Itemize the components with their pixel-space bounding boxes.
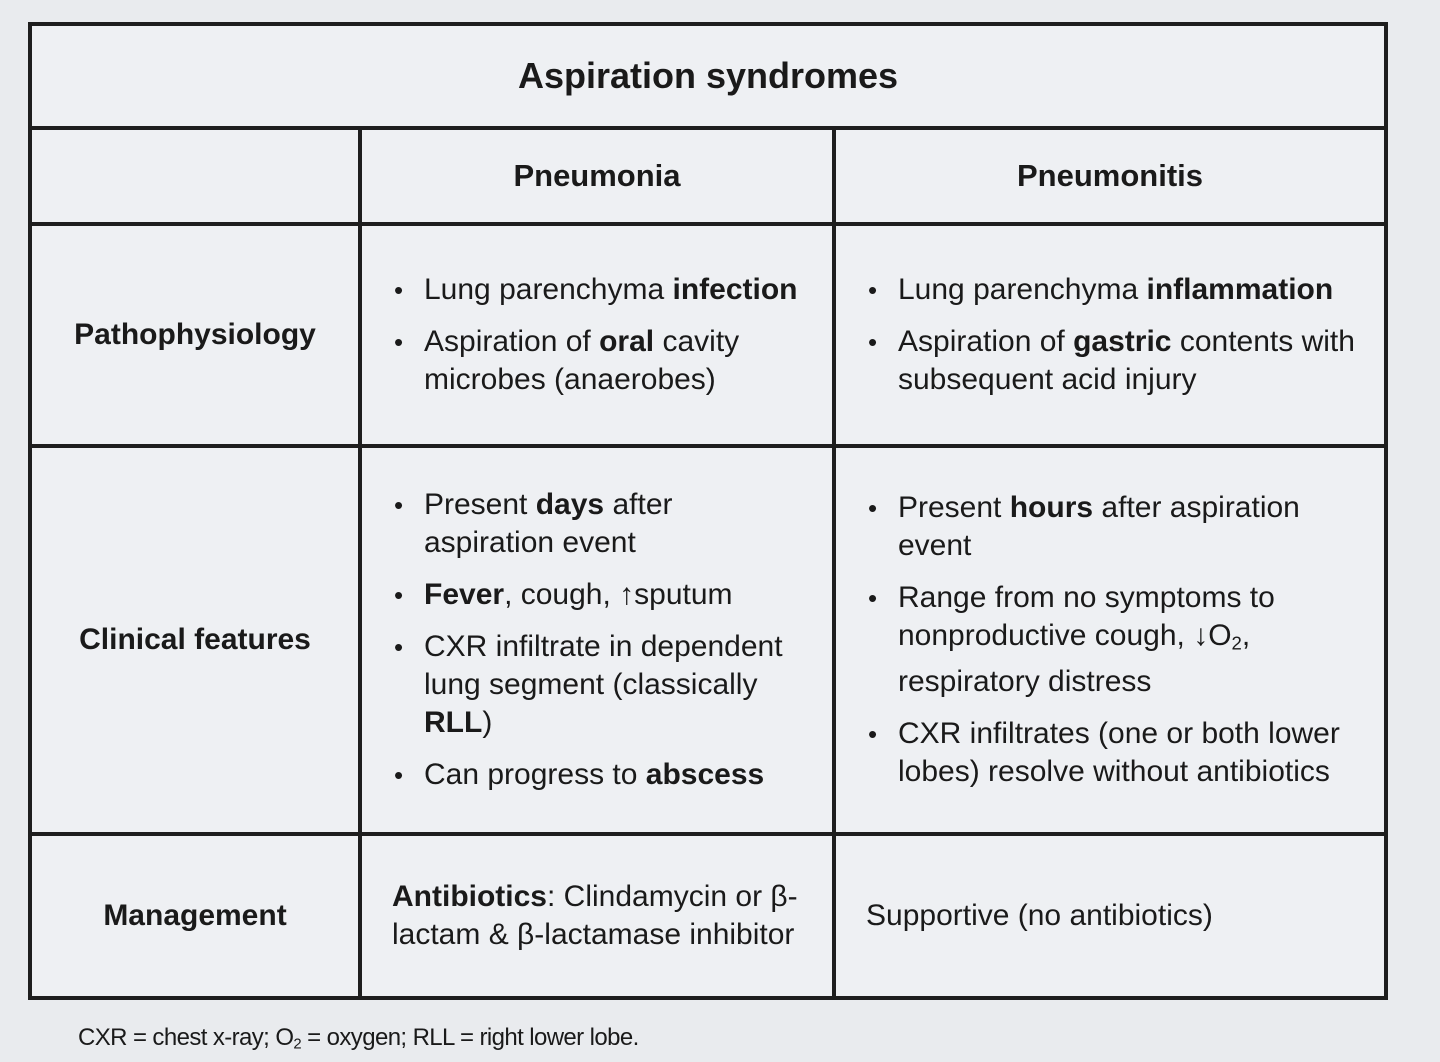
footnote: CXR = chest x-ray; $O_2$ = oxygen; RLL = right lower lobe.: [78, 1024, 639, 1053]
bullet-list: [866, 489, 1360, 791]
bullet-item: • Range from no symptoms to nonproductive cough, $↓O_2$, respiratory distress: [898, 579, 1360, 701]
cell-pathophysiology-pneumonia: [360, 224, 834, 446]
bullet-list: [392, 271, 808, 399]
row-header-clinical-features: Clinical features: [30, 446, 360, 834]
corner-cell: [30, 128, 360, 224]
bullet-item: • Present hours after aspiration event: [898, 489, 1360, 565]
bullet-list: [866, 271, 1360, 399]
bullet-item: • Aspiration of oral cavity microbes (anaerobes): [424, 323, 808, 399]
cell-management-pneumonitis: [834, 834, 1386, 998]
bullet-list: [392, 486, 808, 794]
management-pneumonia-text: Antibiotics: Clindamycin or β-lactam & β-lactamase inhibitor: [392, 880, 798, 951]
column-header-pneumonitis: Pneumonitis: [834, 128, 1386, 224]
bullet-item: • CXR infiltrate in dependent lung segment (classically RLL): [424, 628, 808, 742]
bullet-item: • Present days after aspiration event: [424, 486, 808, 562]
bullet-item: • Lung parenchyma infection: [424, 271, 808, 309]
row-header-management: Management: [30, 834, 360, 998]
aspiration-syndromes-table: [28, 22, 1388, 1000]
cell-clinical-pneumonitis: [834, 446, 1386, 834]
bullet-item: • Can progress to abscess: [424, 756, 808, 794]
table-title: Aspiration syndromes: [30, 24, 1386, 128]
cell-pathophysiology-pneumonitis: [834, 224, 1386, 446]
cell-management-pneumonia: [360, 834, 834, 998]
column-header-pneumonia: Pneumonia: [360, 128, 834, 224]
row-clinical-features: [30, 446, 1386, 834]
row-management: [30, 834, 1386, 998]
bullet-item: • CXR infiltrates (one or both lower lobes) resolve without antibiotics: [898, 715, 1360, 791]
bullet-item: • Lung parenchyma inflammation: [898, 271, 1360, 309]
cell-clinical-pneumonia: [360, 446, 834, 834]
management-pneumonitis-text: Supportive (no antibiotics): [866, 899, 1213, 932]
bullet-item: • Fever, cough, ↑sputum: [424, 576, 808, 614]
row-pathophysiology: [30, 224, 1386, 446]
bullet-item: • Aspiration of gastric contents with subsequent acid injury: [898, 323, 1360, 399]
row-header-pathophysiology: Pathophysiology: [30, 224, 360, 446]
